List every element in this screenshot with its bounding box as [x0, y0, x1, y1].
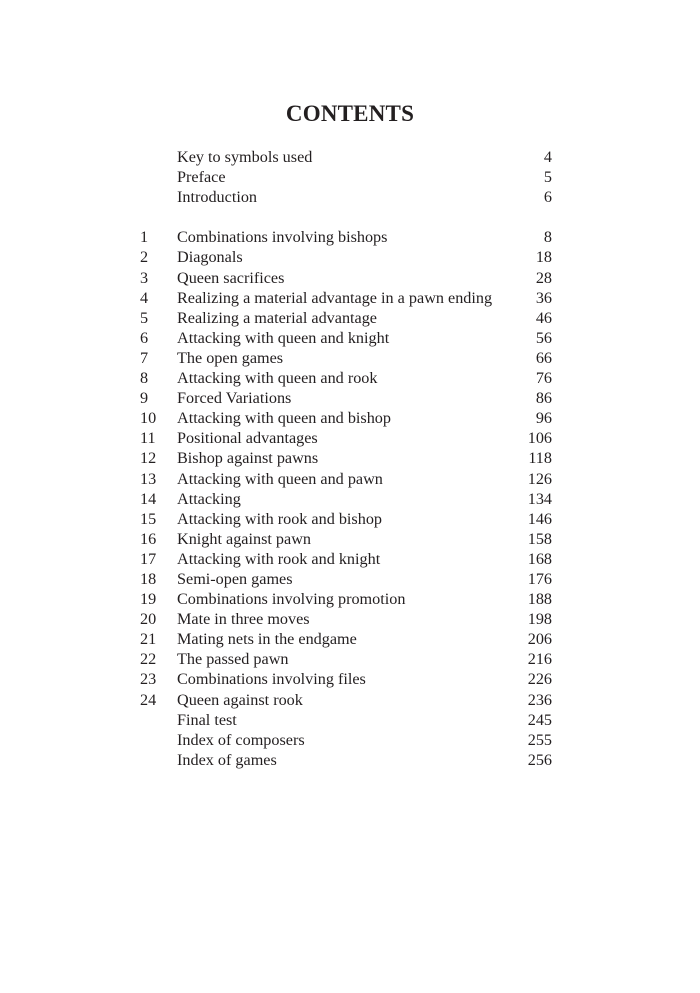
entry-title: Positional advantages [177, 429, 318, 448]
entry-title: Queen against rook [177, 690, 303, 709]
entry-title: Realizing a material advantage in a pawn ending [177, 288, 493, 307]
entry-title: Attacking with queen and rook [177, 369, 378, 388]
chapter-number: 9 [140, 389, 149, 408]
toc-entry-chapter[interactable] [140, 609, 552, 629]
toc-entry-chapter[interactable] [140, 489, 552, 509]
toc-entry-chapter[interactable] [140, 469, 552, 489]
toc-entry-chapter[interactable] [140, 348, 552, 368]
entry-title: Introduction [177, 188, 258, 207]
entry-title: Attacking [177, 489, 241, 508]
entry-title: Mate in three moves [177, 610, 310, 629]
entry-page-number: 134 [527, 489, 552, 508]
chapter-number: 4 [140, 288, 149, 307]
toc-entry-chapter[interactable] [140, 288, 552, 308]
chapter-number: 13 [140, 469, 157, 488]
entry-title: Attacking with queen and pawn [177, 469, 383, 488]
toc-entry-chapter[interactable] [140, 388, 552, 408]
entry-title: The passed pawn [177, 650, 289, 669]
entry-page-number: 5 [543, 168, 552, 187]
chapter-number: 10 [140, 409, 157, 428]
entry-page-number: 106 [527, 429, 552, 448]
toc-entry-chapter[interactable] [140, 247, 552, 267]
entry-title: Mating nets in the endgame [177, 630, 357, 649]
entry-title: Combinations involving bishops [177, 228, 388, 247]
chapter-number: 23 [140, 670, 157, 689]
toc-entry-chapter[interactable] [140, 509, 552, 529]
entry-page-number: 46 [535, 308, 552, 327]
toc-entry-back[interactable] [140, 710, 552, 730]
entry-page-number: 255 [527, 730, 552, 749]
entry-page-number: 198 [527, 610, 552, 629]
toc-entry-back[interactable] [140, 730, 552, 750]
chapter-number: 18 [140, 569, 157, 588]
chapter-number: 17 [140, 549, 157, 568]
table-of-contents [140, 147, 552, 770]
entry-page-number: 216 [527, 650, 552, 669]
chapter-number: 1 [140, 228, 149, 247]
entry-page-number: 86 [535, 389, 552, 408]
toc-entry-front[interactable] [140, 147, 552, 167]
entry-page-number: 28 [535, 268, 552, 287]
entry-page-number: 118 [528, 449, 552, 468]
section-spacer [140, 207, 552, 227]
entry-title: The open games [177, 348, 284, 367]
toc-entry-chapter[interactable] [140, 649, 552, 669]
entry-title: Final test [177, 710, 237, 729]
entry-title: Attacking with queen and bishop [177, 409, 391, 428]
entry-title: Attacking with queen and knight [177, 328, 390, 347]
entry-title: Realizing a material advantage [177, 308, 377, 327]
entry-page-number: 226 [527, 670, 552, 689]
toc-entry-chapter[interactable] [140, 448, 552, 468]
entry-page-number: 6 [543, 188, 552, 207]
entry-page-number: 18 [535, 248, 552, 267]
toc-entry-front[interactable] [140, 167, 552, 187]
entry-page-number: 66 [535, 348, 552, 367]
chapter-number: 20 [140, 610, 157, 629]
entry-title: Attacking with rook and knight [177, 549, 381, 568]
entry-page-number: 256 [527, 750, 552, 769]
entry-title: Bishop against pawns [177, 449, 319, 468]
toc-entry-chapter[interactable] [140, 569, 552, 589]
chapter-number: 3 [140, 268, 149, 287]
entry-title: Attacking with rook and bishop [177, 509, 383, 528]
entry-title: Semi-open games [177, 569, 293, 588]
chapter-number: 24 [140, 690, 157, 709]
chapter-number: 21 [140, 630, 157, 649]
toc-entry-chapter[interactable] [140, 268, 552, 288]
toc-entry-chapter[interactable] [140, 328, 552, 348]
entry-title: Index of composers [177, 730, 305, 749]
chapter-number: 12 [140, 449, 157, 468]
entry-page-number: 245 [527, 710, 552, 729]
chapter-number: 2 [140, 248, 149, 267]
toc-entry-back[interactable] [140, 750, 552, 770]
toc-entry-chapter[interactable] [140, 629, 552, 649]
toc-entry-chapter[interactable] [140, 368, 552, 388]
entry-page-number: 96 [535, 409, 552, 428]
entry-page-number: 168 [527, 549, 552, 568]
chapter-number: 11 [140, 429, 156, 448]
chapter-number: 22 [140, 650, 157, 669]
entry-page-number: 188 [527, 590, 552, 609]
entry-page-number: 158 [527, 529, 552, 548]
toc-entry-front[interactable] [140, 187, 552, 207]
entry-page-number: 76 [535, 369, 552, 388]
entry-page-number: 8 [543, 228, 552, 247]
entry-title: Index of games [177, 750, 277, 769]
entry-page-number: 4 [543, 148, 552, 166]
entry-page-number: 236 [527, 690, 552, 709]
entry-page-number: 126 [527, 469, 552, 488]
chapter-number: 14 [140, 489, 157, 508]
entry-title: Combinations involving promotion [177, 590, 406, 609]
chapter-number: 15 [140, 509, 157, 528]
toc-entry-chapter[interactable] [140, 690, 552, 710]
chapter-number: 16 [140, 529, 157, 548]
toc-entry-chapter[interactable] [140, 408, 552, 428]
chapter-number: 5 [140, 308, 149, 327]
page-title: CONTENTS [285, 101, 415, 126]
entry-title: Preface [177, 168, 226, 187]
toc-entry-chapter[interactable] [140, 227, 552, 247]
chapter-number: 7 [140, 348, 149, 367]
chapter-number: 6 [140, 328, 149, 347]
entry-title: Diagonals [177, 248, 243, 267]
entry-page-number: 56 [535, 328, 552, 347]
toc-entry-chapter[interactable] [140, 669, 552, 689]
toc-entry-chapter[interactable] [140, 308, 552, 328]
toc-entry-chapter[interactable] [140, 549, 552, 569]
entry-title: Key to symbols used [177, 148, 313, 166]
entry-title: Knight against pawn [177, 529, 311, 548]
entry-title: Queen sacrifices [177, 268, 285, 287]
entry-title: Combinations involving files [177, 670, 366, 689]
toc-entry-chapter[interactable] [140, 529, 552, 549]
toc-entry-chapter[interactable] [140, 589, 552, 609]
chapter-number: 19 [140, 590, 157, 609]
entry-page-number: 206 [527, 630, 552, 649]
entry-page-number: 36 [535, 288, 552, 307]
chapter-number: 8 [140, 369, 149, 388]
entry-page-number: 146 [527, 509, 552, 528]
entry-page-number: 176 [527, 569, 552, 588]
entry-title: Forced Variations [177, 389, 292, 408]
toc-entry-chapter[interactable] [140, 428, 552, 448]
